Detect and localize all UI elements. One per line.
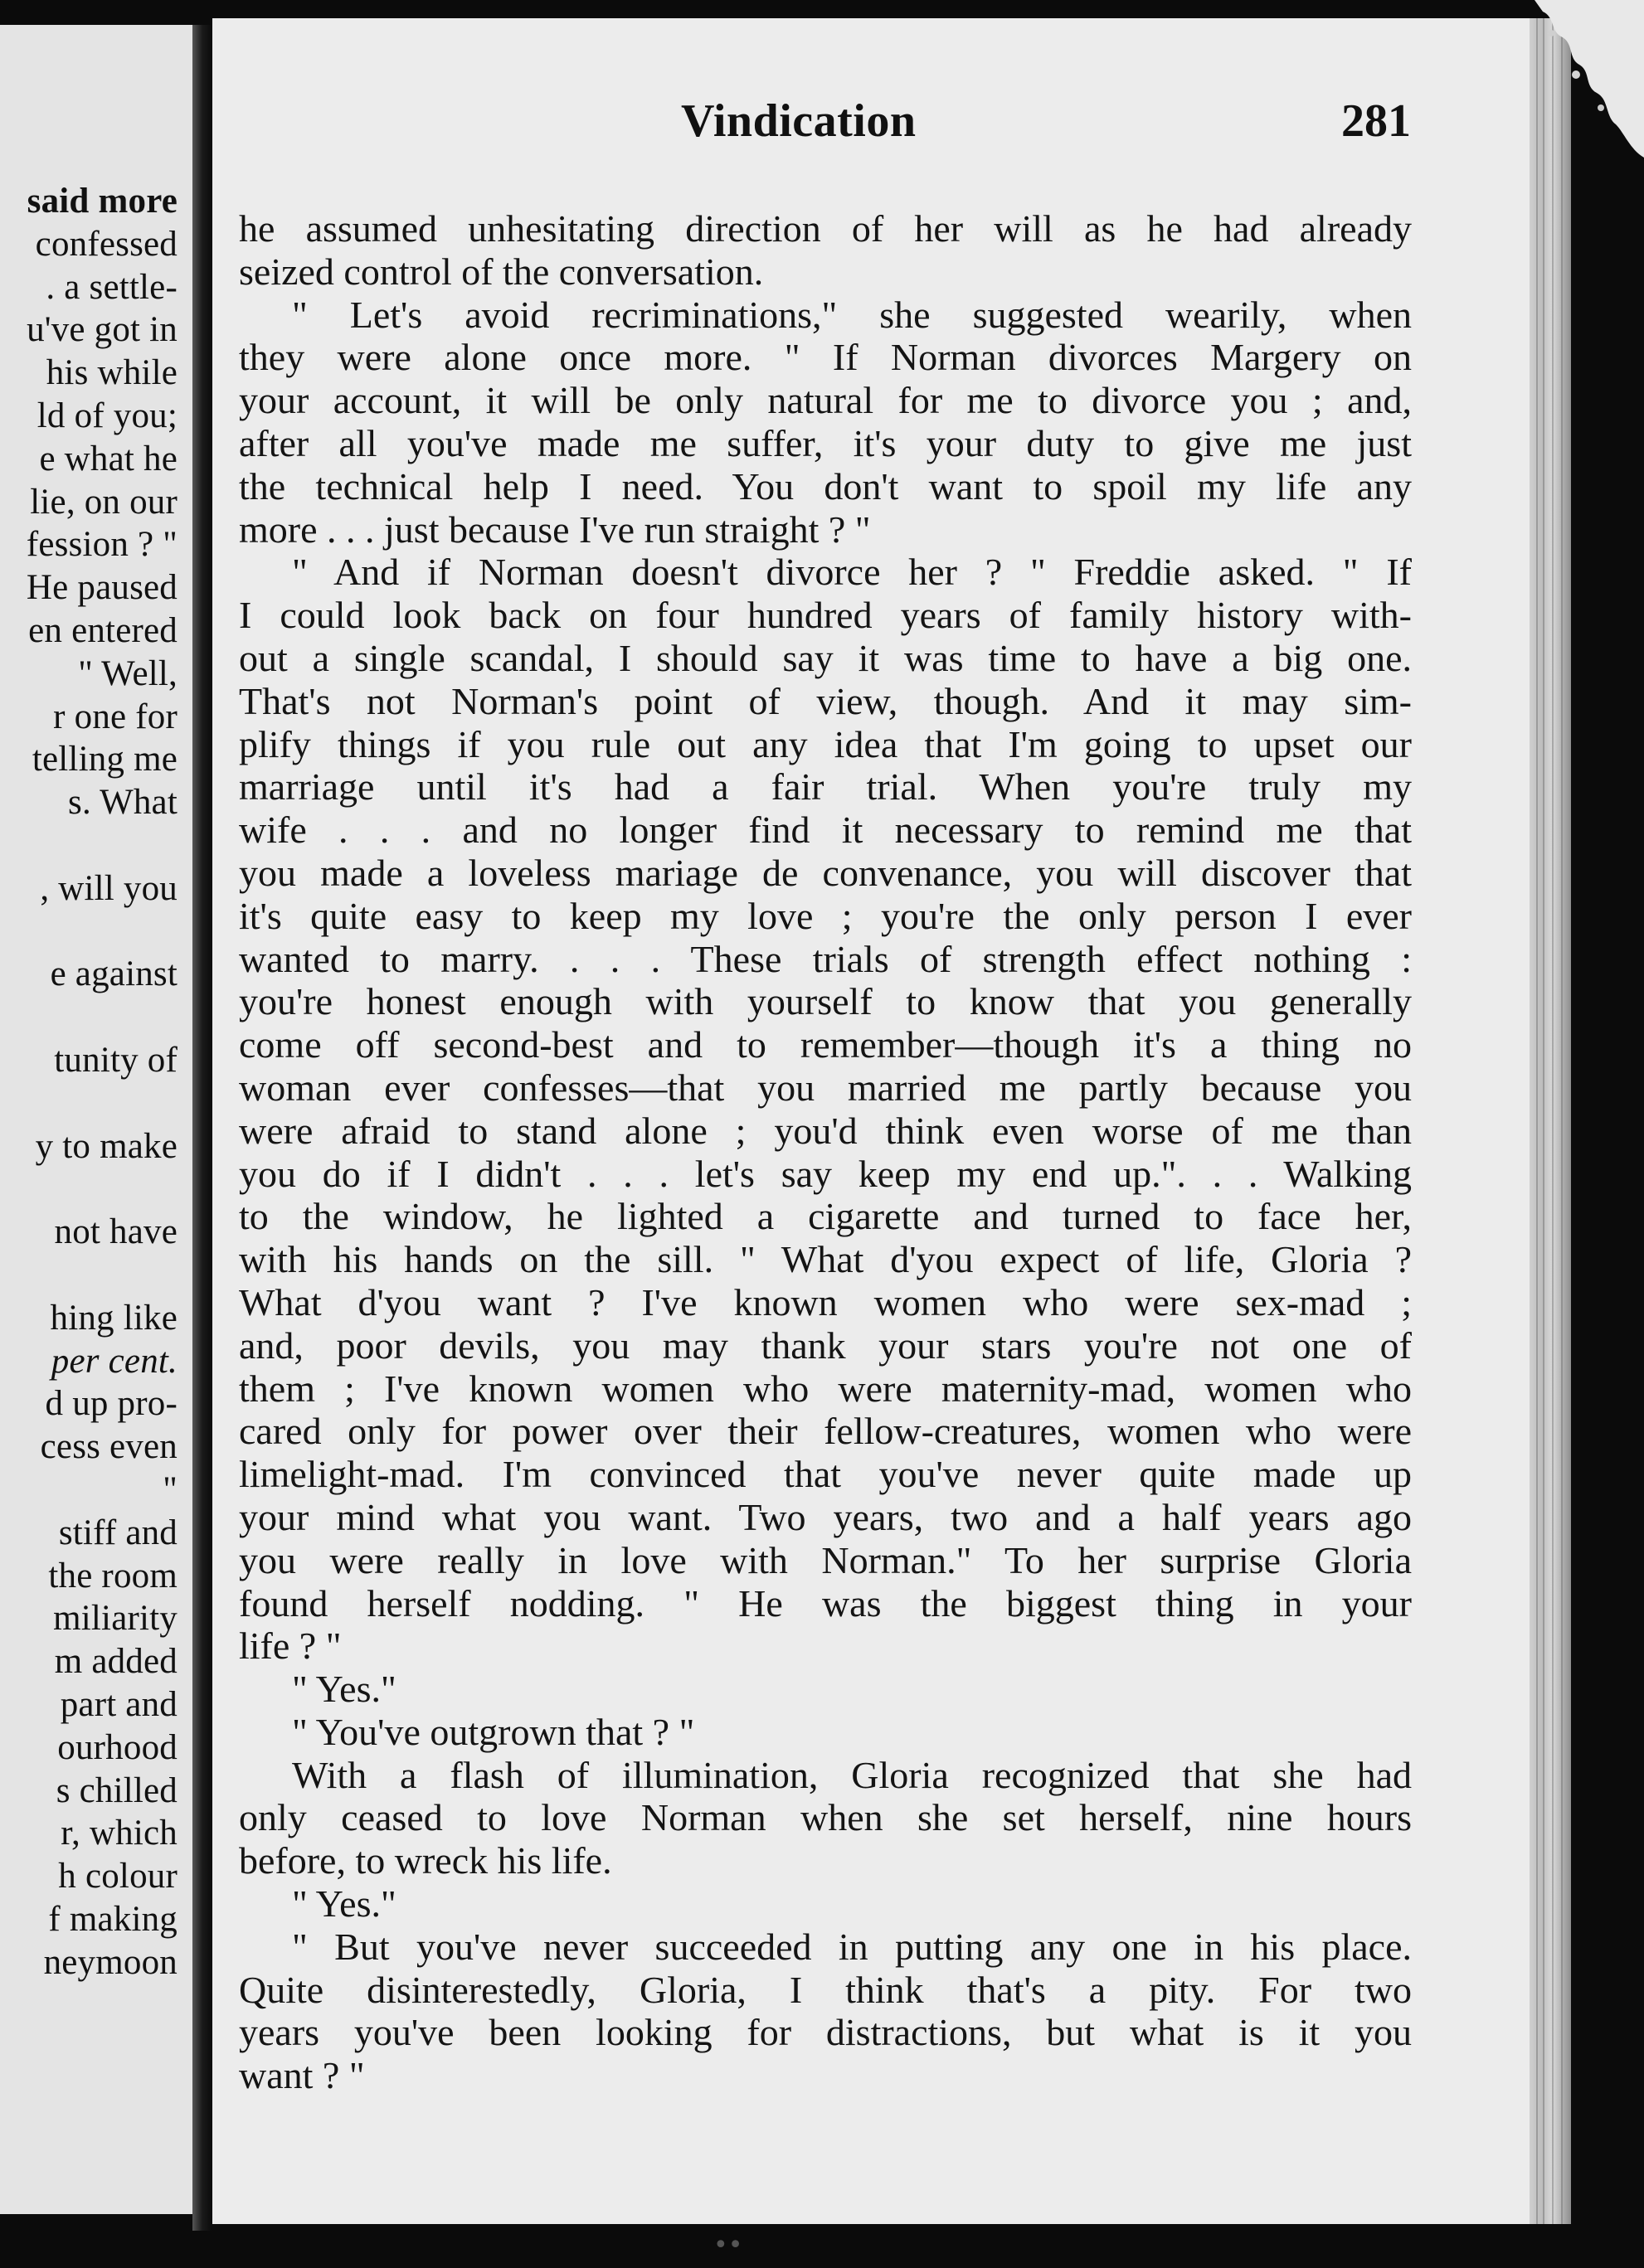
text-line: Quite disinterestedly, Gloria, I think that's a pity. For two	[239, 1968, 1412, 2011]
text-line: before, to wreck his life.	[239, 1839, 612, 1882]
text-line: With a flash of illumination, Gloria recognized that she had	[292, 1753, 1412, 1796]
page-number: 281	[1341, 95, 1411, 147]
text-line: " You've outgrown that ? "	[292, 1710, 695, 1753]
left-facing-page	[0, 25, 192, 2214]
left-page-text-fragment: d up pro-	[45, 1384, 178, 1424]
scan-smudge-mark: ••	[713, 2231, 743, 2260]
text-line: " Yes."	[292, 1668, 396, 1711]
text-line: " Let's avoid recriminations," she suggested wearily, when	[292, 293, 1412, 336]
left-page-text-fragment: " Well,	[78, 653, 178, 693]
text-line: your mind what you want. Two years, two and a half years ago	[239, 1495, 1412, 1538]
text-line: after all you've made me suffer, it's your duty to give me just	[239, 421, 1412, 464]
text-line: " Yes."	[292, 1882, 396, 1926]
text-line: out a single scandal, I should say it was time to have a big one.	[239, 636, 1412, 679]
text-line: seized control of the conversation.	[239, 250, 764, 293]
text-line: plify things if you rule out any idea that I'm going to upset our	[239, 722, 1412, 765]
left-page-text-fragment: said more	[27, 182, 178, 221]
left-page-text-fragment: ourhood	[57, 1727, 178, 1767]
left-page-text-fragment: miliarity	[53, 1599, 178, 1639]
text-line: he assumed unhesitating direction of her will as he had already	[239, 207, 1412, 250]
text-line: limelight-mad. I'm convinced that you've never quite made up	[239, 1453, 1412, 1496]
left-page-text-fragment: , will you	[40, 868, 178, 908]
text-line: they were alone once more. " If Norman divorces Margery on	[239, 336, 1412, 379]
left-page-text-fragment: lie, on our	[30, 482, 178, 522]
text-line: That's not Norman's point of view, though. And it may sim-	[239, 679, 1412, 722]
text-line: your account, it will be only natural for me to divorce you ; and,	[239, 379, 1412, 422]
running-header	[212, 95, 1411, 153]
left-page-text-fragment: hing like	[50, 1298, 178, 1338]
left-page-text-fragment: "	[163, 1470, 178, 1509]
left-page-text-fragment: telling me	[32, 740, 178, 779]
left-page-text-fragment: . a settle-	[46, 267, 178, 307]
left-page-text-fragment: He paused	[26, 568, 178, 608]
text-line: were afraid to stand alone ; you'd think even worse of me than	[239, 1109, 1412, 1152]
right-page	[212, 18, 1571, 2224]
left-page-text-fragment: e against	[50, 954, 178, 994]
text-line: it's quite easy to keep my love ; you're the only person I ever	[239, 894, 1412, 937]
text-line: wanted to marry. . . . These trials of strength effect nothing :	[239, 937, 1412, 980]
left-page-text-fragment: his while	[46, 353, 178, 393]
left-page-text-fragment: tunity of	[54, 1041, 178, 1080]
text-line: and, poor devils, you may thank your stars you're not one of	[239, 1323, 1412, 1367]
text-line: you do if I didn't . . . let's say keep my end up.". . . Walking	[239, 1152, 1412, 1195]
left-page-text-fragment: f making	[48, 1900, 178, 1939]
left-page-text-fragment: en entered	[28, 611, 178, 650]
left-page-text-fragment: cess even	[40, 1427, 178, 1467]
text-line: you were really in love with Norman." To her surprise Gloria	[239, 1538, 1412, 1581]
text-line: What d'you want ? I've known women who were sex-mad ;	[239, 1280, 1412, 1323]
text-line: marriage until it's had a fair trial. When you're truly my	[239, 765, 1412, 809]
text-line: years you've been looking for distractions, but what is it you	[239, 2011, 1412, 2054]
text-line: cared only for power over their fellow-creatures, women who were	[239, 1410, 1412, 1453]
left-page-text-fragment: s. What	[68, 783, 178, 823]
torn-corner-mark	[1518, 0, 1644, 174]
text-line: you made a loveless mariage de convenance, you will discover that	[239, 851, 1412, 894]
book-gutter	[192, 25, 212, 2231]
text-line: " And if Norman doesn't divorce her ? " Freddie asked. " If	[292, 551, 1412, 594]
text-line: wife . . . and no longer find it necessary to remind me that	[239, 809, 1412, 852]
text-line: " But you've never succeeded in putting any one in his place.	[292, 1925, 1412, 1968]
text-line: come off second-best and to remember—though it's a thing no	[239, 1023, 1412, 1066]
left-page-text-fragment: m added	[54, 1642, 178, 1682]
text-line: the technical help I need. You don't want to spoil my life any	[239, 464, 1412, 508]
left-page-text-fragment: ld of you;	[36, 396, 178, 435]
text-line: with his hands on the sill. " What d'you expect of life, Gloria ?	[239, 1238, 1412, 1281]
page-edge-shadow	[1530, 18, 1571, 2224]
left-page-text-fragment: stiff and	[58, 1513, 178, 1552]
left-page-text-fragment: y to make	[35, 1126, 178, 1166]
page-body-text	[239, 207, 1412, 2097]
left-page-text-fragment: u've got in	[27, 310, 178, 350]
text-line: to the window, he lighted a cigarette and turned to face her,	[239, 1195, 1412, 1238]
left-page-text-fragment: s chilled	[56, 1770, 178, 1810]
text-line: found herself nodding. " He was the biggest thing in your	[239, 1581, 1412, 1625]
left-page-text-fragment: r, which	[61, 1814, 178, 1853]
left-page-text-fragment: the room	[48, 1556, 178, 1595]
left-page-text-fragment: h colour	[58, 1857, 178, 1896]
left-page-text-fragment: confessed	[35, 224, 178, 264]
text-line: only ceased to love Norman when she set herself, nine hours	[239, 1796, 1412, 1839]
left-page-text-fragment: r one for	[53, 697, 178, 736]
left-page-text-fragment: fession ? "	[26, 525, 178, 565]
text-line: them ; I've known women who were maternity-mad, women who	[239, 1367, 1412, 1410]
text-line: woman ever confesses—that you married me partly because you	[239, 1066, 1412, 1109]
text-line: more . . . just because I've run straight ? "	[239, 508, 871, 551]
left-page-text-fragment: per cent.	[51, 1341, 178, 1381]
left-page-text-fragment: part and	[60, 1685, 178, 1724]
running-title: Vindication	[681, 95, 917, 147]
left-page-text-fragment: neymoon	[43, 1942, 178, 1982]
text-line: life ? "	[239, 1625, 342, 1668]
left-page-text-fragment: e what he	[39, 439, 178, 478]
left-page-text-fragment: not have	[54, 1212, 178, 1252]
text-line: want ? "	[239, 2054, 365, 2097]
text-line: I could look back on four hundred years of family history with-	[239, 594, 1412, 637]
text-line: you're honest enough with yourself to know that you generally	[239, 980, 1412, 1023]
